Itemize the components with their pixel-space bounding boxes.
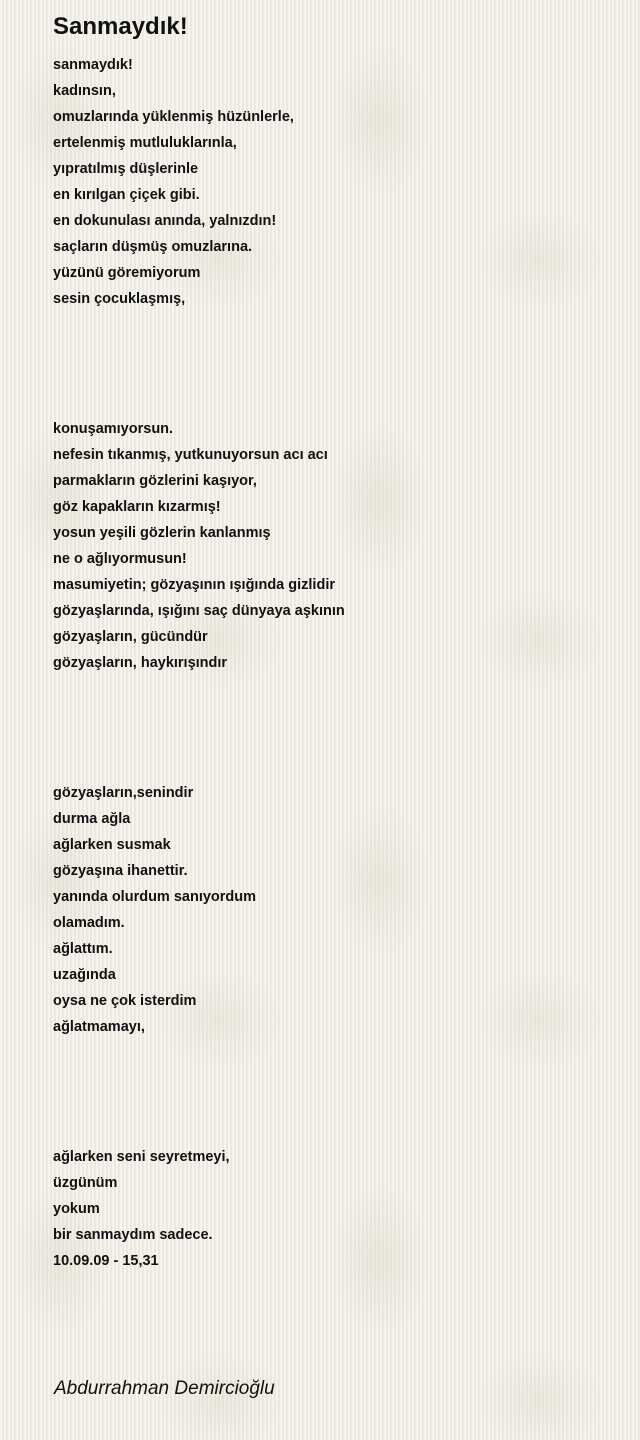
poem-line: parmakların gözlerini kaşıyor,	[53, 473, 257, 489]
poem-line: gözyaşların, gücündür	[53, 629, 208, 645]
stanza-4	[53, 1144, 623, 1274]
poem-line: gözyaşların, haykırışındır	[53, 655, 228, 671]
poem-body	[53, 52, 623, 1274]
stanza-1	[53, 52, 623, 312]
poem-line: üzgünüm	[53, 1175, 118, 1191]
poem-line: saçların düşmüş omuzlarına.	[53, 239, 253, 255]
stanza-gap	[53, 1040, 623, 1144]
poem-line: kadınsın,	[53, 83, 116, 99]
poem-line: yosun yeşili gözlerin kanlanmış	[53, 525, 271, 541]
stanza-2	[53, 416, 623, 676]
poem-line: sanmaydık!	[53, 57, 133, 73]
stanza-3	[53, 780, 623, 1040]
poem-line: ağlarken seni seyretmeyi,	[53, 1149, 230, 1165]
poem-author: Abdurrahman Demircioğlu	[54, 1378, 275, 1399]
poem-line: yüzünü göremiyorum	[53, 265, 201, 281]
poem-line: ne o ağlıyormusun!	[53, 551, 187, 567]
poem-line: bir sanmaydım sadece.	[53, 1227, 213, 1243]
poem-line: ağlatmamayı,	[53, 1019, 145, 1035]
poem-date: 10.09.09 - 15,31	[53, 1253, 159, 1269]
poem-line: yıpratılmış düşlerinle	[53, 161, 199, 177]
poem-line: olamadım.	[53, 915, 125, 931]
poem-line: oysa ne çok isterdim	[53, 993, 197, 1009]
poem-line: sesin çocuklaşmış,	[53, 291, 186, 307]
poem-line: yanında olurdum sanıyordum	[53, 889, 257, 905]
poem-line: yokum	[53, 1201, 100, 1217]
poem-line: gözyaşına ihanettir.	[53, 863, 188, 879]
poem-line: gözyaşların,senindir	[53, 785, 194, 801]
poem-line: omuzlarında yüklenmiş hüzünlerle,	[53, 109, 294, 125]
poem-line: göz kapakların kızarmış!	[53, 499, 221, 515]
poem-line: en kırılgan çiçek gibi.	[53, 187, 200, 203]
poem-line: gözyaşlarında, ışığını saç dünyaya aşkının	[53, 603, 345, 619]
poem-line: ağlattım.	[53, 941, 113, 957]
stanza-gap	[53, 676, 623, 780]
poem-line: nefesin tıkanmış, yutkunuyorsun acı acı	[53, 447, 328, 463]
poem-line: masumiyetin; gözyaşının ışığında gizlidir	[53, 577, 335, 593]
poem-line: konuşamıyorsun.	[53, 421, 174, 437]
poem-line: uzağında	[53, 967, 116, 983]
poem-line: durma ağla	[53, 811, 131, 827]
poem-line: en dokunulası anında, yalnızdın!	[53, 213, 277, 229]
poem-line: ağlarken susmak	[53, 837, 171, 853]
stanza-gap	[53, 312, 623, 416]
poem-line: ertelenmiş mutluluklarınla,	[53, 135, 237, 151]
poem-title: Sanmaydık!	[53, 13, 188, 40]
